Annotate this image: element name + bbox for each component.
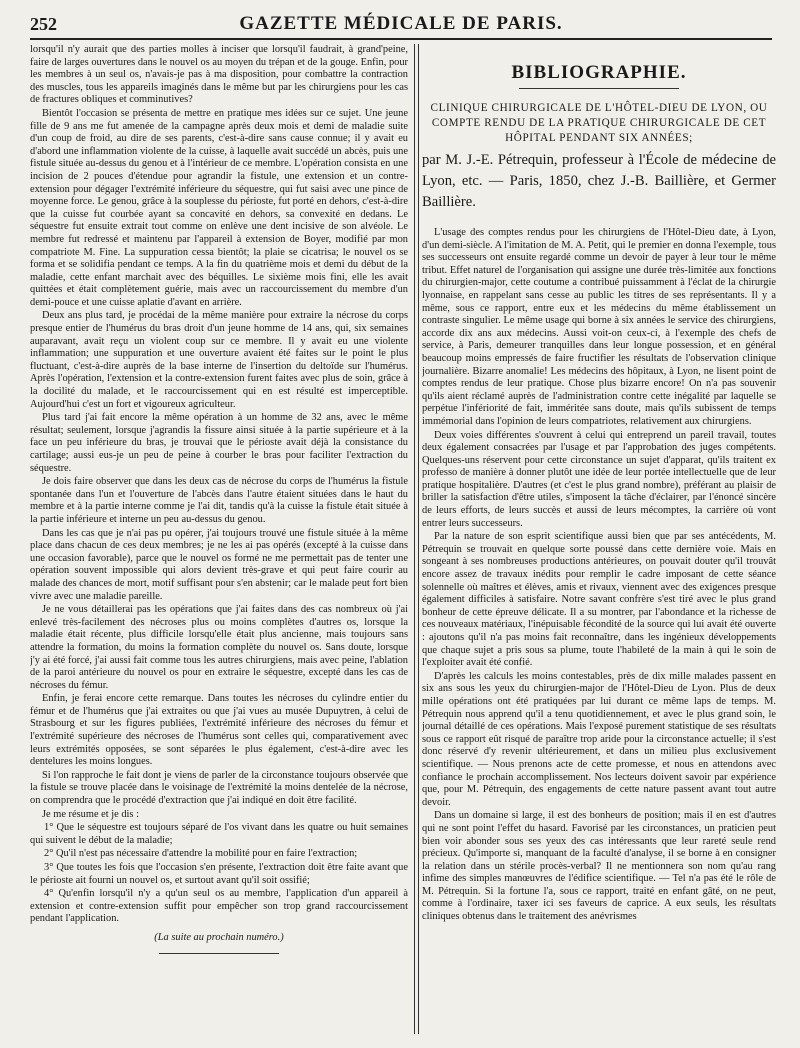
journal-title: GAZETTE MÉDICALE DE PARIS. <box>239 13 563 34</box>
review-paragraph: L'usage des comptes rendus pour les chirurgiens de l'Hôtel-Dieu date, à Lyon, d'un demi-siècle. A l'imitation de M. A. Petit, qui le premier en donna l'exemple, tous ses successeurs ont ensuite regardé comme un devoir de payer à leur tour le même tribut. Effet naturel de l'organisation qui assigne une durée très-limitée aux fonctions du chirurgien-major, cette coutume a contribué puissamment à l'éclat de la chirurgie lyonnaise, en rappelant sans cesse au public les titres de ses représentants. Il y a même, sous ce rapport, entre eux et les médecins du même établissement un contraste singulier. Le même usage qui borne à six années le service des chirurgiens, accorde dix ans aux médecins. Aussi voit-on ceux-ci, à l'exemple des chefs de service, à Paris, demeurer tranquilles dans leur longue possession, et en général beaucoup moins empressés de faire fructifier les résultats de l'observation clinique journalière. Bizarre anomalie! Les médecins des hôpitaux, à Lyon, ne lisent point de comptes rendus de leur pratique. Chose plus bizarre encore! On n'a pas souvenir qu'ils aient réclamé auprès de l'administration contre cette inégalité par laquelle se perpétue l'infériorité de fait, imméritée sans doute, mais qu'ils subissent de temps immémorial dans l'opinion de leurs compatriotes, relativement aux chirurgiens. <box>422 227 776 427</box>
article-paragraph: Je ne vous détaillerai pas les opérations que j'ai faites dans des cas nombreux où j'ai enlevé très-facilement des nécroses plus ou moins complètes d'autres os, lorsque la maladie était récente, plus difficile lorsqu'elle était plus ancienne, mais toujours sans attendre la formation, du moins la formation complète du nouvel os. Sans doute, lorsque j'y ai été forcé, j'ai aussi fait comme tous les autres chirurgiens, mais avec peine, l'ablation de la paroi antérieure du nouvel os pour en extraire le séquestre, excepté dans les cas de nécroses du fémur. <box>30 604 408 691</box>
summary-intro: Je me résume et je dis : <box>42 808 139 820</box>
book-title: CLINIQUE CHIRURGICALE DE L'HÔTEL-DIEU DE LYON, OU COMPTE RENDU DE LA PRATIQUE CHIRURGICALE DE CET HÔPITAL PENDANT SIX ANNÉES; <box>430 102 768 144</box>
article-paragraph: Deux ans plus tard, je procédai de la même manière pour extraire la nécrose du corps presque entier de l'humérus du bras droit d'un jeune homme de 14 ans, qui, six semaines auparavant, avait reçu un violent coup sur ce membre. Il y avait eu une violente inflammation; une suppuration et une ouverture avaient été faites sur le point le plus fluctuant, c'est-à-dire auprès de la base interne de l'insertion du deltoïde sur l'humérus. Après l'opération, l'extension et la contre-extension furent faites avec plus de soin, grâce à la docilité du malade, et le raccourcissement qui en est résulté est imperceptible. Aujourd'hui c'est un fort et vigoureux agriculteur. <box>30 310 408 410</box>
review-paragraph: Deux voies différentes s'ouvrent à celui qui entreprend un pareil travail, toutes deux également consacrées par l'usage et par l'approbation des juges compétents. Quelques-uns réservent pour cette circonstance un sujet d'apparat, qu'ils traitent ex professo de manière à donner plutôt une idée de leur portée intellectuelle que de leur pratique hospitalière. D'autres (et c'est le plus grand nombre), préférant au plaisir de briller la satisfaction d'être utiles, s'imposent la tâche d'éclairer, par l'énoncé sincère de leurs efforts, de leurs succès et aussi de leurs mécomptes, la carrière où vont entrer leurs successeurs. <box>422 429 776 529</box>
article-paragraph: Plus tard j'ai fait encore la même opération à un homme de 32 ans, avec le même résultat; seulement, lorsque j'agrandis la fissure ainsi située à la partie supérieure et à la face un peu inférieure du bras, je trouvai que le périoste avait déjà la consistance du cartilage; aussi eus-je un peu de peine à courber le bras pour faciliter l'extraction du séquestre. <box>30 412 408 474</box>
summary-list <box>30 822 408 926</box>
article-paragraph: Bientôt l'occasion se présenta de mettre en pratique mes idées sur ce sujet. Une jeune fille de 9 ans me fut amenée de la campagne après deux mois et demi de maladie suite d'un coup de froid, au dire de ses parents, c'est-à-dire sans cause connue; il y avait eu d'abord une inflammation violente de la cuisse, à laquelle avait succédé un abcès, puis une fistule située au-dessus du genou et à l'intérieur de ce membre. L'opération consista en une incision de 2 pouces d'étendue pour agrandir la fistule, une extension et un contre-extension pour dégager l'extrémité inférieure du séquestre, qui fut saisi avec une pince de moyenne force. Le genou, grâce à la souplesse du périoste, fut porté en dehors, c'est-à-dire que la cuisse fut courbée ayant sa concavité en dehors, sa convexité en dedans. Le séquestre fut ensuite extrait tout comme on enlève une dent incisive de son alvéole. Le membre fut redressé et maintenu par l'appareil à extension de Boyer, modifié par mon compatriote M. Fine. La suppuration cessa bientôt; la plaie se cicatrisa; le nouvel os se forma et se solidifia pendant ce temps. A la fin du quatrième mois et demi du début de la maladie, cette enfant marchait avec des béquilles. Le sixième mois fini, elle les avait quittées et était complètement guérie, mais avec un raccourcissement du membre d'un demi-pouce et une cuisse aplatie d'avant en arrière. <box>30 107 408 308</box>
summary-item: 3° Que toutes les fois que l'occasion s'en présente, l'extraction doit être faite avant que le périoste ait fourni un nouvel os, et surtout avant qu'il soit ossifié; <box>30 862 408 886</box>
review-paragraph: Par la nature de son esprit scientifique aussi bien que par ses antécédents, M. Pétrequin se trouvait en quelque sorte poussé dans cette dernière voie. Mais en songeant à ses nombreuses productions antérieures, on pouvait douter qu'il trouvât encore assez de travaux inédits pour remplir le cadre imposant de cette séance solennelle où maîtres et élèves, amis et rivaux, viennent avec des exigences presque également difficiles à satisfaire. Notre savant confrère s'est tiré avec le plus grand bonheur de cette épreuve délicate. Il a su montrer, par l'abondance et la richesse de ces nouveaux matériaux, l'inépuisable fécondité de la source qui lui avait été ouverte : ajoutons qu'il n'a pas moins fait reconnaître, dans les ingénieux développements que chaque sujet a pris sous sa plume, toute l'habileté de la main à qui le soin de l'exploiter avait été confié. <box>422 531 776 669</box>
review-paragraph: D'après les calculs les moins contestables, près de dix mille malades passent en six ans sous les yeux du chirurgien-major de l'Hôtel-Dieu de Lyon. Plus de deux mille opérations ont été pratiquées par lui durant ce même laps de temps. M. Pétrequin nous apprend qu'il a tenu quotidiennement, et avec le plus grand soin, le journal détaillé de ces opérations. Mais l'exposé purement statistique de ses résultats sous ce rapport eût risqué de paraître trop aride pour la circonstance actuelle; il s'est donc réservé d'y revenir ultérieurement, et dans un milieu plus exclusivement scientifique. — Nous prenons acte de cette promesse, et nous en attendons avec confiance le prochain accomplissement. Nos lecteurs doivent savoir par expérience que, pour M. Pétrequin, des engagements de cette nature passent avant tout autre devoir. <box>422 670 776 808</box>
article-paragraph: Si l'on rapproche le fait dont je viens de parler de la circonstance toujours observée que la fistule se trouve placée dans le voisinage de l'extrémité la moins dentelée de la nécrose, on comprendra que le procédé d'extraction que j'ai indiqué en doit être facilité. <box>30 769 408 807</box>
article-paragraph: Dans les cas que je n'ai pas pu opérer, j'ai toujours trouvé une fistule située à la même place dans chacun de ces deux membres; je ne les ai pas opérés (excepté à la cuisse dans une occasion favorable), parce que le nouvel os formé ne me permettait pas de tenter une opération souvent impossible qui alors devient très-grave et qui peut faire courir au malade des chances de mort, motif suffisant pour s'en abstenir; car le malade peut fort bien vivre avec une maladie pareille. <box>30 527 408 602</box>
column-divider <box>414 44 419 1034</box>
review-paragraph: Dans un domaine si large, il est des bonheurs de position; mais il en est d'autres qui ne sont point l'effet du hasard. Favorisé par les circonstances, un praticien peut bien voir abonder sous ses yeux des cas intéressants que leur rareté seule rend précieux. Qu'importe si, manquant de la faculté d'analyse, il se borne à en consigner la relation dans un stérile procès-verbal? Il ne mentionnera son nom qu'au rang infime des simples manœuvres de l'édifice scientifique. — Tel n'a pas été le rôle de M. Pétrequin. Si la fortune l'a, sous ce rapport, traité en enfant gâté, on ne peut, comme à l'ordinaire, taxer ici ses faveurs de caprice. A eux seuls, les résultats cliniques obtenus dans le traitement des anévrismes <box>422 810 776 923</box>
summary-item: 4° Qu'enfin lorsqu'il n'y a qu'un seul os au membre, l'application d'un appareil à extension et contre-extension suffit pour empêcher son trop grand raccourcissement pendant l'application. <box>30 888 408 925</box>
book-meta: par M. J.-E. Pétrequin, professeur à l'École de médecine de Lyon, etc. — Paris, 1850, chez J.-B. Baillière, et Germer Baillière. <box>422 152 776 210</box>
article-paragraph: Enfin, je ferai encore cette remarque. Dans toutes les nécroses du cylindre entier du fémur et de l'humérus que j'ai extraites ou que j'ai vues au musée Dupuytren, à celui de Strasbourg et sur les figures publiées, l'extrémité inférieure des nécroses du fémur et l'extrémité supérieure des nécroses de l'humérus sont celles qui, comparativement avec leurs extrémités opposées, se sont séparées le plus également, c'est-à-dire avec les dentelures les moins longues. <box>30 693 408 768</box>
end-rule <box>159 953 279 954</box>
heading-rule <box>519 88 679 89</box>
section-heading: BIBLIOGRAPHIE. <box>511 62 687 83</box>
article-paragraph: Je dois faire observer que dans les deux cas de nécrose du corps de l'humérus la fistule spontanée dans l'un et l'ouverture de l'abcès dans l'autre étaient situées dans le haut du membre et à la partie interne comme je l'ai dit, tandis qu'à la cuisse la fistule était située à la partie inférieure et interne un peu au-dessus du genou. <box>30 476 408 525</box>
summary-item: 1° Que le séquestre est toujours séparé de l'os vivant dans les quatre ou huit semaines qui suivent le début de la maladie; <box>30 822 408 846</box>
summary-item: 2° Qu'il n'est pas nécessaire d'attendre la mobilité pour en faire l'extraction; <box>44 848 358 860</box>
article-paragraph: lorsqu'il n'y aurait que des parties molles à inciser que lorsqu'il faudrait, à grand'peine, faire de larges ouvertures dans le nouvel os au moyen du trépan et de la gouge. Enfin, pour les membres à un seul os, n'avais-je pas à ma disposition, pour combattre la contraction des muscles, tous les appareils imaginés dans le même but par les chirurgiens pour les cas de fractures obliques et comminutives? <box>30 44 408 106</box>
page-number: 252 <box>30 14 57 34</box>
left-column <box>30 44 408 1044</box>
continuation-note: (La suite au prochain numéro.) <box>154 931 284 943</box>
page-header <box>30 10 772 40</box>
right-column <box>422 44 776 1044</box>
